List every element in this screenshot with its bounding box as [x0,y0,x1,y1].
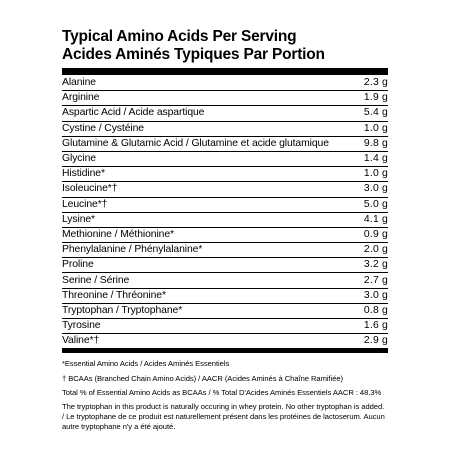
table-row [62,258,388,273]
amino-acid-amount: 1.0 g [363,168,388,180]
table-row [62,122,388,137]
table-row [62,273,388,288]
amino-acid-amount: 4.1 g [363,213,388,225]
thick-divider [62,68,388,75]
panel-title-french: Acides Aminés Typiques Par Portion [62,46,325,63]
amino-acid-name: Isoleucine*† [62,183,118,195]
amino-acid-amount: 1.6 g [363,320,388,332]
amino-acid-name: Tyrosine [62,320,101,332]
table-row [62,213,388,228]
amino-acid-amount: 5.4 g [363,107,388,119]
amino-acid-name: Lysine* [62,213,95,225]
amino-acid-amount: 1.0 g [363,122,388,134]
amino-acid-amount: 1.4 g [363,153,388,165]
panel-title-english: Typical Amino Acids Per Serving [62,28,297,45]
table-row [62,91,388,106]
table-row [62,137,388,152]
amino-acid-amount: 3.0 g [363,289,388,301]
amino-acid-amount: 9.8 g [363,137,388,149]
amino-acid-amount: 0.9 g [363,228,388,240]
footnotes [62,359,388,432]
table-row [62,319,388,334]
amino-acid-amount: 3.0 g [363,183,388,195]
table-row [62,198,388,213]
amino-acid-amount: 3.2 g [363,259,388,271]
amino-acid-name: Serine / Sérine [62,274,130,286]
table-row [62,243,388,258]
table-row [62,304,388,319]
footnote-essential: *Essential Amino Acids / Acides Aminés Essentiels [62,359,230,369]
footnote-total-bcaa: Total % of Essential Amino Acids as BCAAs / % Total D'Acides Aminés Essentiels AACR : 48.3% [62,387,382,397]
amino-acid-name: Cystine / Cystéine [62,122,144,134]
amino-acid-amount: 5.0 g [363,198,388,210]
footnote-tryptophan: The tryptophan in this product is naturally occuring in whey protein. No other tryptophan is added. / Le tryptophane de ce produit est naturellement présent dans les protéines de lactoserum. Aucun autre tryptophane n'y a été ajouté. [62,401,385,432]
table-row [62,228,388,243]
table-row [62,106,388,121]
table-row [62,167,388,182]
amino-acid-amount: 2.3 g [363,77,388,89]
amino-acid-name: Histidine* [62,168,105,180]
amino-acid-name: Aspartic Acid / Acide aspartique [62,107,205,119]
table-row [62,152,388,167]
amino-acid-amount: 0.8 g [363,304,388,316]
amino-acid-amount: 2.0 g [363,244,388,256]
amino-acid-name: Glutamine & Glutamic Acid / Glutamine et acide glutamique [62,137,329,149]
amino-acid-amount: 2.9 g [363,335,388,347]
medium-divider [62,349,388,353]
table-row [62,289,388,304]
amino-acid-name: Leucine*† [62,198,108,210]
amino-acid-name: Alanine [62,77,96,89]
amino-acid-name: Tryptophan / Tryptophane* [62,304,183,316]
amino-acid-amount: 2.7 g [363,274,388,286]
table-row [62,182,388,197]
amino-acid-name: Arginine [62,92,100,104]
amino-acid-table [62,76,388,349]
amino-acid-amount: 1.9 g [363,92,388,104]
amino-acid-name: Valine*† [62,335,100,347]
amino-acid-panel [62,28,388,437]
footnote-bcaa: † BCAAs (Branched Chain Amino Acids) / AACR (Acides Aminés à Chaîne Ramifiée) [62,373,344,383]
amino-acid-name: Phenylalanine / Phénylalanine* [62,244,203,256]
table-row [62,76,388,91]
amino-acid-name: Methionine / Méthionine* [62,228,174,240]
amino-acid-name: Glycine [62,153,96,165]
amino-acid-name: Proline [62,259,94,271]
table-row [62,334,388,349]
amino-acid-name: Threonine / Thréonine* [62,289,166,301]
